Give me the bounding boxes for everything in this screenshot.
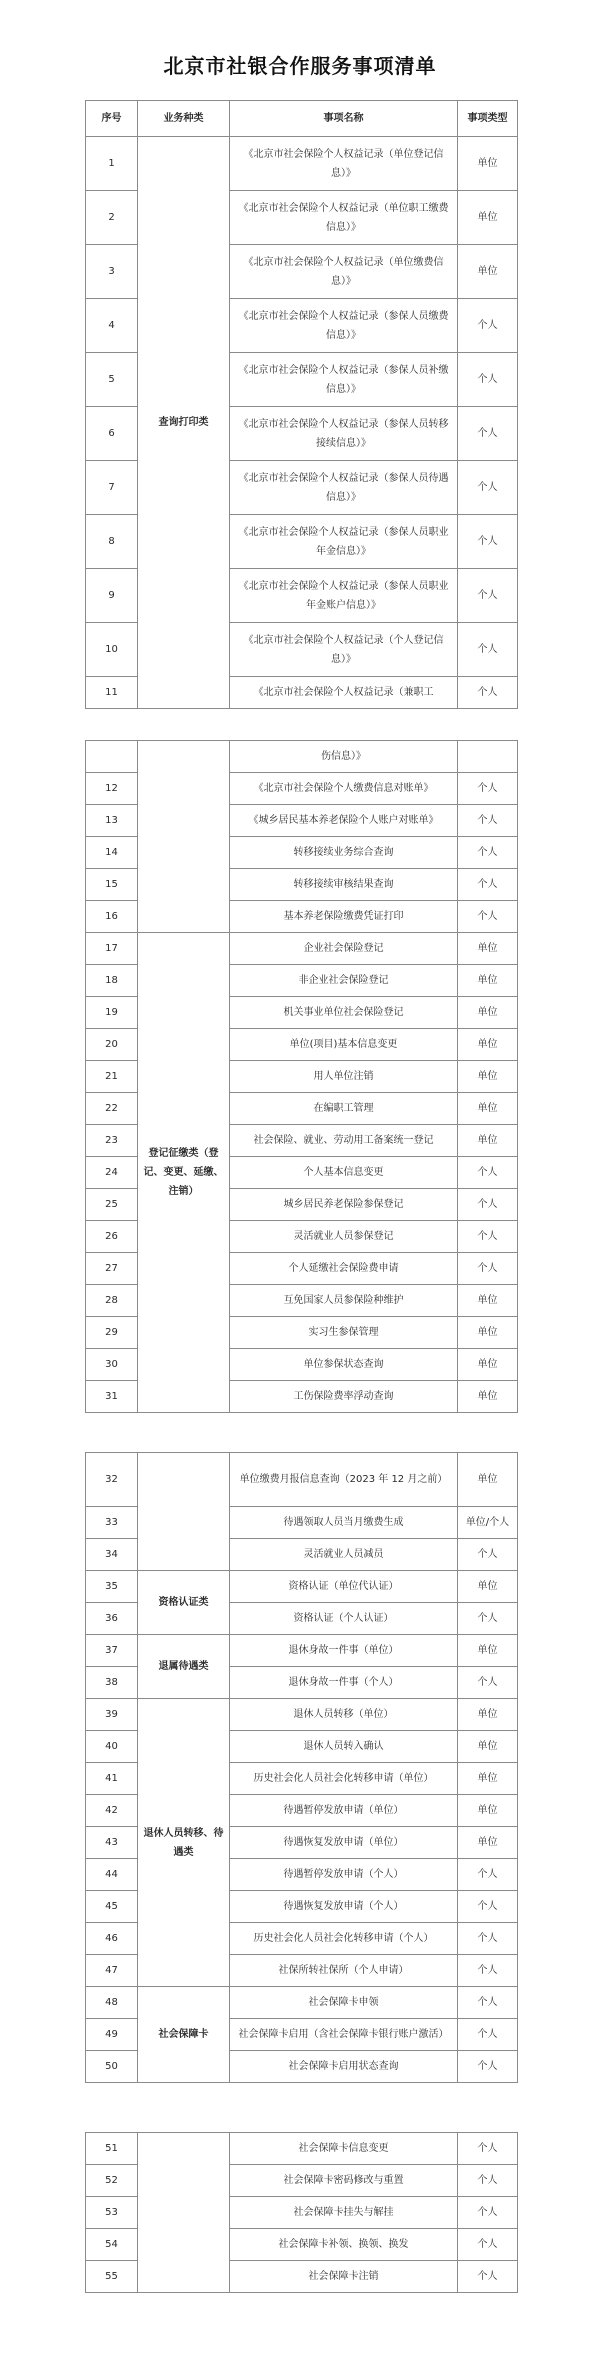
item-name: 《北京市社会保险个人缴费信息对账单》 [230, 773, 458, 805]
row-number: 29 [86, 1317, 138, 1349]
item-name: 社会保障卡注销 [230, 2261, 458, 2293]
item-type: 单位 [458, 1125, 518, 1157]
item-type: 个人 [458, 805, 518, 837]
item-type: 单位 [458, 1093, 518, 1125]
item-type: 个人 [458, 1859, 518, 1891]
item-name: 《北京市社会保险个人权益记录（单位缴费信息）》 [230, 245, 458, 299]
item-type: 个人 [458, 901, 518, 933]
item-type: 单位 [458, 1731, 518, 1763]
row-number: 36 [86, 1603, 138, 1635]
row-number: 1 [86, 137, 138, 191]
row-number: 55 [86, 2261, 138, 2293]
category-cell: 退属待遇类 [138, 1635, 230, 1699]
row-number: 40 [86, 1731, 138, 1763]
item-name: 退休身故一件事（单位） [230, 1635, 458, 1667]
item-type: 个人 [458, 1157, 518, 1189]
item-name: 资格认证（单位代认证） [230, 1571, 458, 1603]
item-type: 单位 [458, 1061, 518, 1093]
item-type: 单位 [458, 1795, 518, 1827]
row-number: 43 [86, 1827, 138, 1859]
item-type: 单位 [458, 1285, 518, 1317]
item-name: 《北京市社会保险个人权益记录（单位登记信息）》 [230, 137, 458, 191]
row-number: 38 [86, 1667, 138, 1699]
header-no: 序号 [86, 101, 138, 137]
row-number: 27 [86, 1253, 138, 1285]
item-name: 《北京市社会保险个人权益记录（兼职工 [230, 677, 458, 709]
row-number: 24 [86, 1157, 138, 1189]
item-type: 单位 [458, 191, 518, 245]
item-name: 灵活就业人员减员 [230, 1539, 458, 1571]
item-name: 社保所转社保所（个人申请） [230, 1955, 458, 1987]
item-name: 社会保障卡密码修改与重置 [230, 2165, 458, 2197]
row-number: 9 [86, 569, 138, 623]
table-header-row [86, 101, 518, 137]
item-type: 个人 [458, 569, 518, 623]
item-type: 单位 [458, 1349, 518, 1381]
item-type: 单位 [458, 1699, 518, 1731]
row-number: 7 [86, 461, 138, 515]
row-number: 13 [86, 805, 138, 837]
item-name: 历史社会化人员社会化转移申请（单位） [230, 1763, 458, 1795]
row-number: 51 [86, 2133, 138, 2165]
item-type: 单位 [458, 1381, 518, 1413]
item-name: 在编职工管理 [230, 1093, 458, 1125]
table-row [86, 1635, 518, 1667]
row-number: 54 [86, 2229, 138, 2261]
item-type: 个人 [458, 1603, 518, 1635]
table-row [86, 933, 518, 965]
row-number: 32 [86, 1453, 138, 1507]
item-name: 退休人员转移（单位） [230, 1699, 458, 1731]
item-name: 社会保险、就业、劳动用工备案统一登记 [230, 1125, 458, 1157]
table-row [86, 1453, 518, 1507]
item-type: 单位 [458, 1317, 518, 1349]
item-name: 城乡居民养老保险参保登记 [230, 1189, 458, 1221]
item-name: 《北京市社会保险个人权益记录（参保人员职业年金信息）》 [230, 515, 458, 569]
row-number: 49 [86, 2019, 138, 2051]
row-number: 19 [86, 997, 138, 1029]
item-name: 实习生参保管理 [230, 1317, 458, 1349]
item-type: 个人 [458, 2165, 518, 2197]
item-name: 历史社会化人员社会化转移申请（个人） [230, 1923, 458, 1955]
item-name: 工伤保险费率浮动查询 [230, 1381, 458, 1413]
row-number: 11 [86, 677, 138, 709]
item-name: 个人延缴社会保险费申请 [230, 1253, 458, 1285]
item-name: 待遇领取人员当月缴费生成 [230, 1507, 458, 1539]
row-number: 30 [86, 1349, 138, 1381]
item-type: 单位 [458, 965, 518, 997]
item-type: 个人 [458, 1987, 518, 2019]
item-type: 单位 [458, 245, 518, 299]
row-number: 4 [86, 299, 138, 353]
item-type: 个人 [458, 1253, 518, 1285]
item-name: 资格认证（个人认证） [230, 1603, 458, 1635]
row-number: 25 [86, 1189, 138, 1221]
item-type: 个人 [458, 2133, 518, 2165]
item-type: 个人 [458, 353, 518, 407]
row-number: 5 [86, 353, 138, 407]
item-name: 《北京市社会保险个人权益记录（参保人员转移接续信息）》 [230, 407, 458, 461]
item-type: 个人 [458, 407, 518, 461]
item-type: 个人 [458, 677, 518, 709]
item-type: 个人 [458, 837, 518, 869]
item-name: 《北京市社会保险个人权益记录（参保人员缴费信息）》 [230, 299, 458, 353]
row-number: 39 [86, 1699, 138, 1731]
item-name: 互免国家人员参保险种维护 [230, 1285, 458, 1317]
item-name: 社会保障卡挂失与解挂 [230, 2197, 458, 2229]
page-title: 北京市社银合作服务事项清单 [163, 54, 437, 78]
row-number: 23 [86, 1125, 138, 1157]
category-cell [138, 2133, 230, 2293]
table-segment [85, 740, 518, 1413]
category-cell: 登记征缴类（登记、变更、延缴、注销） [138, 933, 230, 1413]
item-type: 个人 [458, 1189, 518, 1221]
item-type: 单位 [458, 933, 518, 965]
item-name: 社会保障卡申领 [230, 1987, 458, 2019]
row-number: 28 [86, 1285, 138, 1317]
table-row [86, 1699, 518, 1731]
item-name: 待遇暂停发放申请（单位） [230, 1795, 458, 1827]
row-number: 26 [86, 1221, 138, 1253]
item-name: 退休身故一件事（个人） [230, 1667, 458, 1699]
item-type: 个人 [458, 1955, 518, 1987]
item-name: 《北京市社会保险个人权益记录（参保人员补缴信息）》 [230, 353, 458, 407]
row-number: 14 [86, 837, 138, 869]
row-number: 52 [86, 2165, 138, 2197]
item-name: 退休人员转入确认 [230, 1731, 458, 1763]
header-type: 事项类型 [458, 101, 518, 137]
row-number: 44 [86, 1859, 138, 1891]
item-type: 单位 [458, 137, 518, 191]
table-row [86, 137, 518, 191]
row-number: 42 [86, 1795, 138, 1827]
item-name: 《北京市社会保险个人权益记录（个人登记信息）》 [230, 623, 458, 677]
item-type: 个人 [458, 1667, 518, 1699]
item-type: 个人 [458, 623, 518, 677]
category-cell: 社会保障卡 [138, 1987, 230, 2083]
row-number: 18 [86, 965, 138, 997]
item-name: 社会保障卡信息变更 [230, 2133, 458, 2165]
row-number: 35 [86, 1571, 138, 1603]
row-number: 3 [86, 245, 138, 299]
item-type: 个人 [458, 1539, 518, 1571]
item-name: 用人单位注销 [230, 1061, 458, 1093]
item-type: 个人 [458, 461, 518, 515]
table-segment [85, 100, 518, 709]
item-type: 单位 [458, 1763, 518, 1795]
row-number: 22 [86, 1093, 138, 1125]
row-number: 34 [86, 1539, 138, 1571]
row-number: 17 [86, 933, 138, 965]
table-row [86, 1987, 518, 2019]
row-number: 50 [86, 2051, 138, 2083]
row-number: 31 [86, 1381, 138, 1413]
row-number: 47 [86, 1955, 138, 1987]
item-type: 个人 [458, 773, 518, 805]
item-name: 《北京市社会保险个人权益记录（参保人员待遇信息）》 [230, 461, 458, 515]
item-name: 单位缴费月报信息查询（2023 年 12 月之前） [230, 1453, 458, 1507]
item-type: 个人 [458, 2019, 518, 2051]
row-number: 41 [86, 1763, 138, 1795]
item-type: 个人 [458, 1891, 518, 1923]
row-number: 45 [86, 1891, 138, 1923]
row-number: 46 [86, 1923, 138, 1955]
category-cell [138, 1453, 230, 1571]
item-name: 社会保障卡补领、换领、换发 [230, 2229, 458, 2261]
row-number: 8 [86, 515, 138, 569]
table-segment [85, 1452, 518, 2083]
item-type: 单位 [458, 1029, 518, 1061]
table-row [86, 1571, 518, 1603]
item-name: 待遇恢复发放申请（单位） [230, 1827, 458, 1859]
item-type: 单位 [458, 1453, 518, 1507]
row-number: 2 [86, 191, 138, 245]
item-name: 《北京市社会保险个人权益记录（单位职工缴费信息）》 [230, 191, 458, 245]
category-cell [138, 741, 230, 933]
item-name: 单位(项目)基本信息变更 [230, 1029, 458, 1061]
row-number: 16 [86, 901, 138, 933]
row-number: 21 [86, 1061, 138, 1093]
row-number: 15 [86, 869, 138, 901]
item-name: 社会保障卡启用状态查询 [230, 2051, 458, 2083]
item-type: 个人 [458, 2229, 518, 2261]
item-type: 个人 [458, 299, 518, 353]
header-category: 业务种类 [138, 101, 230, 137]
item-name: 机关事业单位社会保险登记 [230, 997, 458, 1029]
item-type: 个人 [458, 2051, 518, 2083]
item-type: 个人 [458, 2197, 518, 2229]
item-name: 个人基本信息变更 [230, 1157, 458, 1189]
item-name: 单位参保状态查询 [230, 1349, 458, 1381]
table-row [86, 2133, 518, 2165]
row-number: 12 [86, 773, 138, 805]
item-name: 非企业社会保险登记 [230, 965, 458, 997]
item-name: 《城乡居民基本养老保险个人账户对账单》 [230, 805, 458, 837]
item-name: 待遇恢复发放申请（个人） [230, 1891, 458, 1923]
item-name: 企业社会保险登记 [230, 933, 458, 965]
item-type: 单位 [458, 997, 518, 1029]
item-type: 单位/个人 [458, 1507, 518, 1539]
item-name: 待遇暂停发放申请（个人） [230, 1859, 458, 1891]
item-name: 《北京市社会保险个人权益记录（参保人员职业年金账户信息）》 [230, 569, 458, 623]
row-number: 33 [86, 1507, 138, 1539]
header-name: 事项名称 [230, 101, 458, 137]
item-type: 个人 [458, 515, 518, 569]
category-cell: 查询打印类 [138, 137, 230, 709]
row-number: 53 [86, 2197, 138, 2229]
category-cell: 退休人员转移、待遇类 [138, 1699, 230, 1987]
table-row [86, 741, 518, 773]
item-name: 转移接续审核结果查询 [230, 869, 458, 901]
item-type: 单位 [458, 1635, 518, 1667]
item-name: 灵活就业人员参保登记 [230, 1221, 458, 1253]
item-type: 个人 [458, 869, 518, 901]
row-number [86, 741, 138, 773]
item-name: 伤信息）》 [230, 741, 458, 773]
item-name: 转移接续业务综合查询 [230, 837, 458, 869]
table-segment [85, 2132, 518, 2293]
row-number: 20 [86, 1029, 138, 1061]
item-type: 单位 [458, 1827, 518, 1859]
item-type: 个人 [458, 1221, 518, 1253]
item-type [458, 741, 518, 773]
item-name: 基本养老保险缴费凭证打印 [230, 901, 458, 933]
item-type: 个人 [458, 2261, 518, 2293]
row-number: 48 [86, 1987, 138, 2019]
row-number: 6 [86, 407, 138, 461]
item-name: 社会保障卡启用（含社会保障卡银行账户激活） [230, 2019, 458, 2051]
item-type: 单位 [458, 1571, 518, 1603]
row-number: 37 [86, 1635, 138, 1667]
category-cell: 资格认证类 [138, 1571, 230, 1635]
row-number: 10 [86, 623, 138, 677]
item-type: 个人 [458, 1923, 518, 1955]
